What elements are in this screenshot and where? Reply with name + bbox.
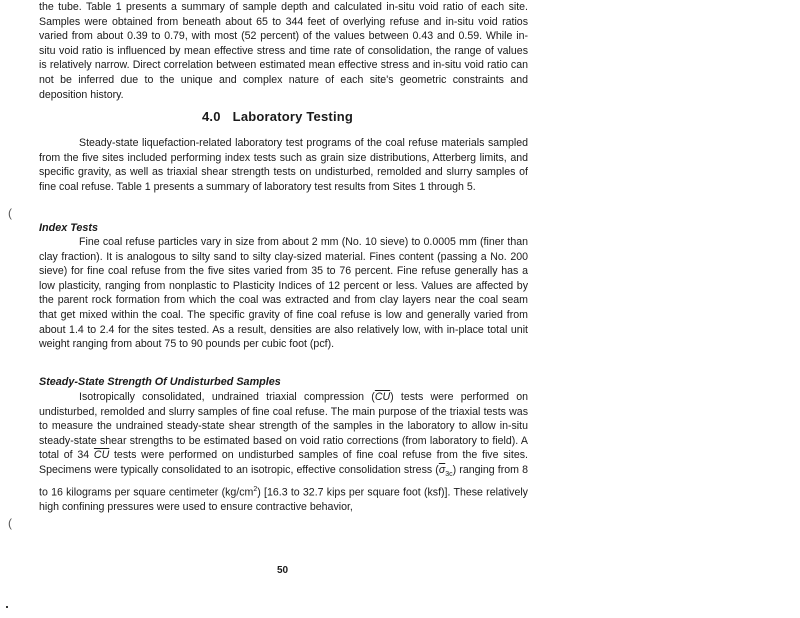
steady-state-paragraph	[39, 390, 528, 514]
section-heading	[202, 109, 353, 124]
lab-testing-paragraph: Steady-state liquefaction-related laboratory test programs of the coal refuse materials sampled from the five sites included performing index tests such as grain size distributions, Atterberg limits, and specific gravity, as well as triaxial shear strength tests on undisturbed, remolded and slurry samples of fine coal refuse. Table 1 presents a summary of laboratory test results from Sites 1 through 5.	[39, 137, 528, 193]
page-number: 50	[277, 565, 289, 576]
margin-mark: (	[8, 206, 12, 220]
steady-state-paragraph-block	[39, 390, 528, 514]
section-title: Laboratory Testing	[232, 109, 354, 124]
sigma-subscript: 3c	[445, 471, 453, 479]
sigma-symbol: $\overline{\sigma}$	[438, 463, 446, 476]
ss-text-2: ) tests were performed on undisturbed, remolded and slurry samples of fine coal refuse. The main purpose of the triaxial tests was to measure the undrained steady-state shear strength of the samples in the laboratory to allow in-situ steady-state shear strengths to be estimated based on void ratio corrections (from laboratory to field). A total of 34	[39, 391, 529, 462]
lab-testing-paragraph-block	[39, 136, 528, 194]
squared-superscript: 2	[253, 485, 258, 493]
steady-state-heading: Steady-State Strength Of Undisturbed Samples	[39, 376, 281, 388]
ss-text-1: Isotropically consolidated, undrained triaxial compression (	[79, 391, 375, 403]
ss-text-3: tests were performed on undisturbed samples of fine coal refuse from the five sites. Specimens were typically consolidated to an isotropic, effective consolidation stress (	[39, 449, 528, 476]
index-tests-paragraph: Fine coal refuse particles vary in size from about 2 mm (No. 10 sieve) to 0.0005 mm (finer than clay fraction). It is analogous to silty sand to silty clay-sized material. Fines content (passing a No. 200 sieve) for fine coal refuse from the five sites varied from 35 to 76 percent. Fine refuse generally has a low plasticity, ranging from nonplastic to Plasticity Indices of 12 percent or less. Values are affected by the parent rock formation from which the coal was extracted and from clay layers near the coal seam that get mixed within the coal. The specific gravity of fine coal refuse is low and generally varied from about 1.4 to 2.4 for the sites tested. As a result, densities are also relatively low, with in-place total unit weight ranging from about 75 to 90 pounds per cubic foot (pcf).	[39, 236, 528, 351]
intro-paragraph-block	[39, 0, 528, 102]
ss-text-5: ) [16.3 to 32.7 kips per square foot (ksf)]. These relatively high confining pressures were used to ensure contractive behavior,	[39, 486, 528, 513]
intro-paragraph: the tube. Table 1 presents a summary of sample depth and calculated in-situ void ratio of each site. Samples were obtained from beneath about 65 to 344 feet of overlying refuse and in-situ void ratios varied from about 0.39 to 0.79, with most (52 percent) of the values between 0.43 and 0.59. While in-situ void ratio is influenced by mean effective stress and time rate of consolidation, the range of values is relatively narrow. Direct correlation between estimated mean effective stress and in-situ void ratio can not be inferred due to the unique and complex nature of each site's geometric constraints and deposition history.	[39, 1, 528, 101]
ss-text-4: ) ranging from 8 to 16 kilograms per square centimeter (kg/cm	[39, 463, 528, 499]
margin-mark: (	[8, 516, 12, 530]
scan-speck	[6, 606, 8, 608]
section-number: 4.0	[202, 109, 221, 124]
index-tests-heading: Index Tests	[39, 222, 99, 234]
index-tests-paragraph-block	[39, 235, 528, 352]
cu-symbol-2: $\overline{CU}$	[93, 449, 110, 462]
cu-symbol: $\overline{CU}$	[374, 391, 391, 403]
